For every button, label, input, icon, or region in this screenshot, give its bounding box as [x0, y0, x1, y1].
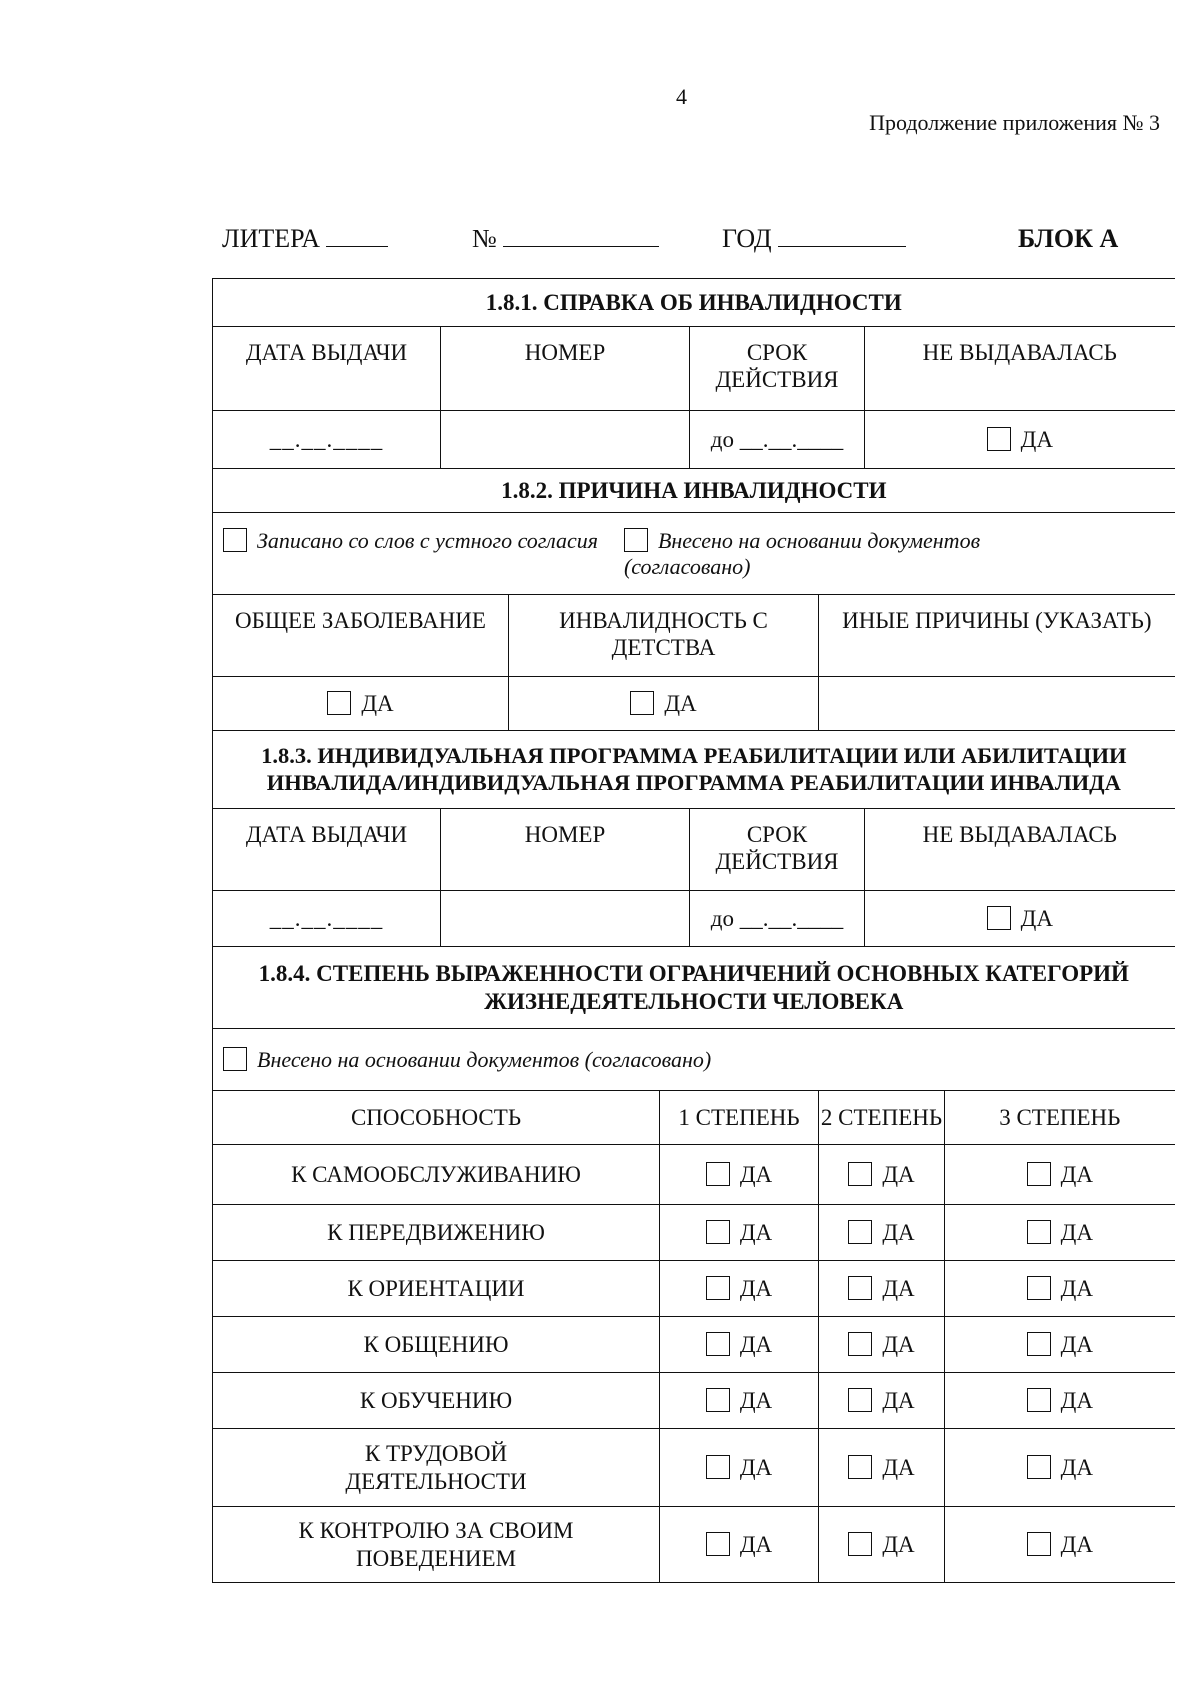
degree3-checkbox[interactable]: [1027, 1532, 1051, 1556]
number-label: №: [472, 224, 497, 253]
degree2-checkbox[interactable]: [848, 1455, 872, 1479]
degree2-cell: [819, 1317, 945, 1373]
s183-number-value[interactable]: [441, 891, 690, 947]
degree1-checkbox[interactable]: [706, 1332, 730, 1356]
degree1-cell: [660, 1145, 819, 1205]
s182-general-checkbox[interactable]: [327, 691, 351, 715]
s181-header-row: [213, 327, 1175, 411]
yes-label: ДА: [739, 1531, 773, 1557]
ability-label: К ОРИЕНТАЦИИ: [213, 1261, 660, 1317]
s183-number-header: НОМЕР: [441, 809, 690, 891]
s184-note-cell: [213, 1029, 1175, 1091]
s184-title: [213, 947, 1175, 1029]
degree1-checkbox[interactable]: [706, 1162, 730, 1186]
degree2-cell: [819, 1373, 945, 1429]
s181-not-issued-value: [865, 411, 1175, 469]
year-blank[interactable]: [778, 224, 906, 247]
yes-label: ДА: [664, 690, 697, 716]
note-docs-item: [624, 528, 980, 580]
form-header: [222, 224, 1140, 260]
ability-row: [213, 1317, 1175, 1373]
disability-form-table: [212, 278, 1175, 1583]
degree2-cell: [819, 1261, 945, 1317]
ability-row: [213, 1373, 1175, 1429]
note-verbal-text: Записано со слов с устного согласия: [257, 527, 598, 553]
s181-number-header: НОМЕР: [441, 327, 690, 411]
s181-title: 1.8.1. СПРАВКА ОБ ИНВАЛИДНОСТИ: [213, 279, 1175, 327]
note-verbal-checkbox[interactable]: [223, 528, 247, 552]
s183-not-issued-value: [865, 891, 1175, 947]
s182-general-header: ОБЩЕЕ ЗАБОЛЕВАНИЕ: [213, 595, 509, 677]
note-docs-checkbox[interactable]: [624, 528, 648, 552]
degree3-checkbox[interactable]: [1027, 1162, 1051, 1186]
yes-label: ДА: [1060, 1331, 1093, 1357]
yes-label: ДА: [361, 690, 394, 716]
litera-blank[interactable]: [326, 224, 388, 247]
degree2-checkbox[interactable]: [848, 1162, 872, 1186]
s183-title-line1: 1.8.3. ИНДИВИДУАЛЬНАЯ ПРОГРАММА РЕАБИЛИТАЦИИ ИЛИ АБИЛИТАЦИИ: [261, 742, 1127, 768]
yes-label: ДА: [882, 1387, 915, 1413]
yes-label: ДА: [1020, 426, 1053, 452]
yes-label: ДА: [739, 1219, 773, 1245]
block-label: БЛОК А: [1018, 224, 1119, 253]
degree1-checkbox[interactable]: [706, 1388, 730, 1412]
s182-title-row: [213, 469, 1175, 513]
note-docs-text: Внесено на основании документов: [657, 527, 981, 553]
s184-degree1-header: 1 СТЕПЕНЬ: [660, 1091, 819, 1145]
number-blank[interactable]: [503, 224, 659, 247]
s182-childhood-header: ИНВАЛИДНОСТЬ С ДЕТСТВА: [509, 595, 819, 677]
note-verbal-item: [223, 528, 598, 554]
degree3-cell: [945, 1373, 1175, 1429]
degree3-checkbox[interactable]: [1027, 1388, 1051, 1412]
s184-note-checkbox[interactable]: [223, 1047, 247, 1071]
degree1-cell: [660, 1261, 819, 1317]
degree2-checkbox[interactable]: [848, 1532, 872, 1556]
degree1-cell: [660, 1373, 819, 1429]
yes-label: ДА: [882, 1454, 915, 1480]
note-agreed-text: (согласовано): [623, 553, 751, 579]
ability-row: [213, 1429, 1175, 1507]
s181-not-issued-header: НЕ ВЫДАВАЛАСЬ: [865, 327, 1175, 411]
number-field: [472, 224, 659, 254]
yes-label: ДА: [739, 1387, 773, 1413]
date-blank: __.__.____: [269, 426, 384, 452]
s183-value-row: [213, 891, 1175, 947]
degree1-cell: [660, 1429, 819, 1507]
s183-issue-date-header: ДАТА ВЫДАЧИ: [213, 809, 441, 891]
yes-label: ДА: [739, 1275, 773, 1301]
s181-title-row: [213, 279, 1175, 327]
degree1-checkbox[interactable]: [706, 1455, 730, 1479]
yes-label: ДА: [1060, 1531, 1093, 1557]
s184-ability-header: СПОСОБНОСТЬ: [213, 1091, 660, 1145]
yes-label: ДА: [1060, 1161, 1093, 1187]
degree1-cell: [660, 1205, 819, 1261]
yes-label: ДА: [739, 1161, 773, 1187]
s181-number-value[interactable]: [441, 411, 690, 469]
degree3-cell: [945, 1205, 1175, 1261]
s181-issue-date-value[interactable]: [213, 411, 441, 469]
yes-label: ДА: [882, 1161, 915, 1187]
degree3-cell: [945, 1507, 1175, 1583]
s184-note-text: Внесено на основании документов (согласовано): [257, 1046, 712, 1072]
s181-validity-header: СРОК ДЕЙСТВИЯ: [690, 327, 865, 411]
ability-row: [213, 1261, 1175, 1317]
s182-general-value: [213, 677, 509, 731]
date-blank: __.__.____: [269, 905, 384, 931]
s181-issue-date-header: ДАТА ВЫДАЧИ: [213, 327, 441, 411]
s182-other-header: ИНЫЕ ПРИЧИНЫ (УКАЗАТЬ): [819, 595, 1175, 677]
ability-label: К ОБЩЕНИЮ: [213, 1317, 660, 1373]
year-field: [722, 224, 906, 254]
s183-title: [213, 731, 1175, 809]
degree3-cell: [945, 1145, 1175, 1205]
s183-not-issued-checkbox[interactable]: [987, 906, 1011, 930]
s184-title-line1: 1.8.4. СТЕПЕНЬ ВЫРАЖЕННОСТИ ОГРАНИЧЕНИЙ ОСНОВНЫХ КАТЕГОРИЙ: [258, 961, 1129, 987]
s182-other-value[interactable]: [819, 677, 1175, 731]
yes-label: ДА: [1060, 1454, 1093, 1480]
litera-field: [222, 224, 388, 254]
ability-label: К ТРУДОВОЙ ДЕЯТЕЛЬНОСТИ: [213, 1429, 660, 1507]
yes-label: ДА: [739, 1331, 773, 1357]
s184-title-row: [213, 947, 1175, 1029]
s181-value-row: [213, 411, 1175, 469]
yes-label: ДА: [882, 1531, 915, 1557]
until-blank: до __.__.____: [710, 905, 844, 931]
ability-label: К КОНТРОЛЮ ЗА СВОИМ ПОВЕДЕНИЕМ: [213, 1507, 660, 1583]
litera-label: ЛИТЕРА: [222, 224, 321, 253]
s184-header-row: [213, 1091, 1175, 1145]
s183-issue-date-value[interactable]: [213, 891, 441, 947]
s183-not-issued-header: НЕ ВЫДАВАЛАСЬ: [865, 809, 1175, 891]
yes-label: ДА: [1060, 1219, 1093, 1245]
yes-label: ДА: [882, 1219, 915, 1245]
degree1-checkbox[interactable]: [706, 1220, 730, 1244]
s181-validity-value[interactable]: [690, 411, 865, 469]
degree2-checkbox[interactable]: [848, 1276, 872, 1300]
s183-title-row: [213, 731, 1175, 809]
s183-validity-value[interactable]: [690, 891, 865, 947]
ability-row: [213, 1205, 1175, 1261]
yes-label: ДА: [1020, 905, 1053, 931]
s184-note-row: [213, 1029, 1175, 1091]
s184-degree2-header: 2 СТЕПЕНЬ: [819, 1091, 945, 1145]
page-number: 4: [676, 84, 687, 109]
degree1-checkbox[interactable]: [706, 1532, 730, 1556]
s182-note-cell: [213, 513, 1175, 595]
degree3-checkbox[interactable]: [1027, 1220, 1051, 1244]
yes-label: ДА: [1060, 1275, 1093, 1301]
yes-label: ДА: [739, 1454, 773, 1480]
s183-validity-header: СРОК ДЕЙСТВИЯ: [690, 809, 865, 891]
s182-header-row: [213, 595, 1175, 677]
ability-label: К ОБУЧЕНИЮ: [213, 1373, 660, 1429]
year-label: ГОД: [722, 224, 772, 253]
degree3-checkbox[interactable]: [1027, 1276, 1051, 1300]
yes-label: ДА: [1060, 1387, 1093, 1413]
s184-title-line2: ЖИЗНЕДЕЯТЕЛЬНОСТИ ЧЕЛОВЕКА: [484, 988, 904, 1014]
degree2-cell: [819, 1429, 945, 1507]
ability-row: [213, 1507, 1175, 1583]
degree1-checkbox[interactable]: [706, 1276, 730, 1300]
ability-label: К САМООБСЛУЖИВАНИЮ: [213, 1145, 660, 1205]
s182-childhood-checkbox[interactable]: [630, 691, 654, 715]
s181-not-issued-checkbox[interactable]: [987, 427, 1011, 451]
ability-row: [213, 1145, 1175, 1205]
s182-title: 1.8.2. ПРИЧИНА ИНВАЛИДНОСТИ: [213, 469, 1175, 513]
appendix-note: Продолжение приложения № 3: [869, 110, 1160, 135]
s183-title-line2: ИНВАЛИДА/ИНДИВИДУАЛЬНАЯ ПРОГРАММА РЕАБИЛИТАЦИИ ИНВАЛИДА: [266, 769, 1121, 795]
degree3-cell: [945, 1317, 1175, 1373]
yes-label: ДА: [882, 1275, 915, 1301]
degree3-checkbox[interactable]: [1027, 1455, 1051, 1479]
degree3-cell: [945, 1261, 1175, 1317]
degree2-cell: [819, 1507, 945, 1583]
degree3-cell: [945, 1429, 1175, 1507]
degree2-cell: [819, 1205, 945, 1261]
yes-label: ДА: [882, 1331, 915, 1357]
s182-value-row: [213, 677, 1175, 731]
degree2-checkbox[interactable]: [848, 1220, 872, 1244]
degree3-checkbox[interactable]: [1027, 1332, 1051, 1356]
s184-degree3-header: 3 СТЕПЕНЬ: [945, 1091, 1175, 1145]
degree2-cell: [819, 1145, 945, 1205]
degree2-checkbox[interactable]: [848, 1332, 872, 1356]
degree2-checkbox[interactable]: [848, 1388, 872, 1412]
until-blank: до __.__.____: [710, 426, 844, 452]
degree1-cell: [660, 1507, 819, 1583]
s182-note-row: [213, 513, 1175, 595]
ability-label: К ПЕРЕДВИЖЕНИЮ: [213, 1205, 660, 1261]
s182-childhood-value: [509, 677, 819, 731]
degree1-cell: [660, 1317, 819, 1373]
s183-header-row: [213, 809, 1175, 891]
